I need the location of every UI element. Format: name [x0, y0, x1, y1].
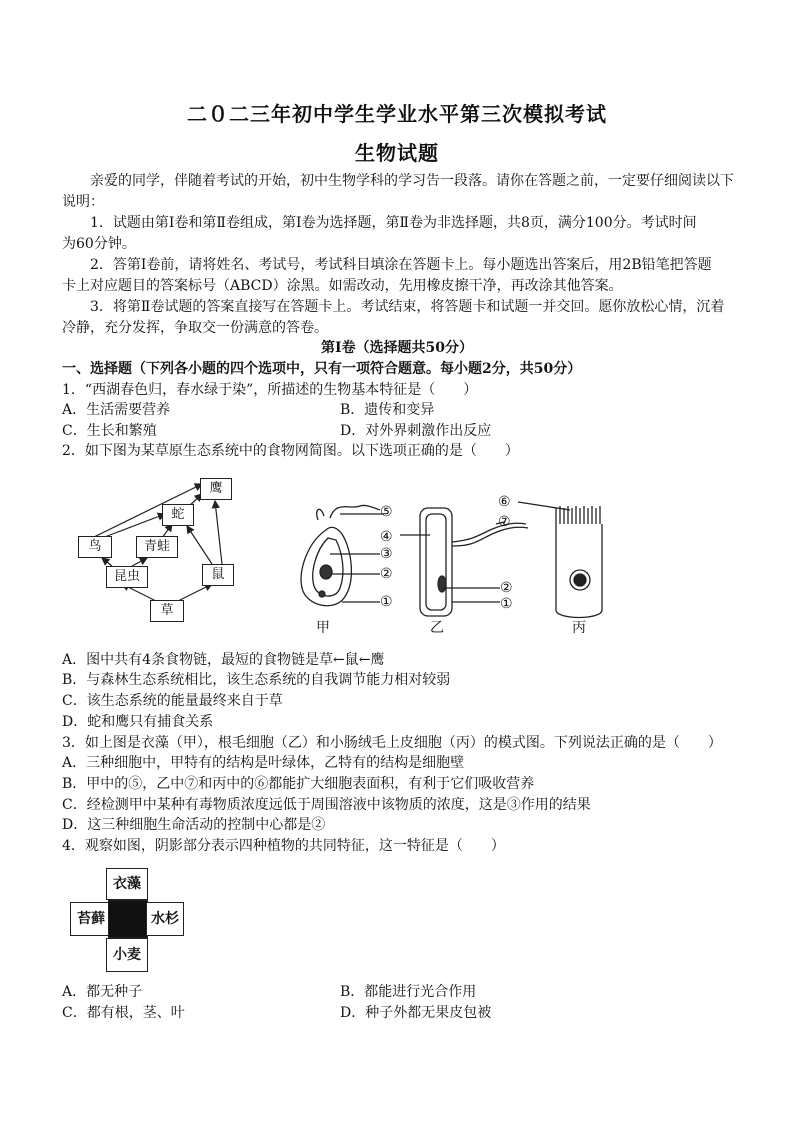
- instruction-1-cont: 为60分钟。: [62, 236, 136, 252]
- cell-label-5: ⑤: [380, 504, 393, 520]
- instruction-1: 1．试题由第Ⅰ卷和第Ⅱ卷组成，第Ⅰ卷为选择题，第Ⅱ卷为非选择题，共8页，满分100分。考试时间: [90, 215, 697, 231]
- question-3-option-c: C．经检测甲中某种有毒物质浓度远低于周围溶液中该物质的浓度，这是③作用的结果: [62, 797, 591, 813]
- food-web-frog: 青蛙: [136, 536, 178, 558]
- question-2-option-c: C．该生态系统的能量最终来自于草: [62, 693, 283, 709]
- cell-label-7: ⑦: [498, 514, 511, 530]
- cross-right-cell: 水杉: [146, 902, 184, 936]
- cell-label-4: ④: [380, 529, 393, 545]
- root-hair-cell-membrane: [426, 514, 446, 610]
- question-1-option-a: A．生活需要营养: [62, 402, 171, 418]
- villus-cell-body: [556, 524, 602, 618]
- instruction-3: 3．将第Ⅱ卷试题的答案直接写在答题卡上。考试结束，将答题卡和试题一并交回。愿你放松心情，沉着: [90, 299, 725, 315]
- villus-nucleus: [574, 574, 586, 586]
- cross-left-cell: 苔藓: [70, 902, 112, 936]
- flagellum-left: [317, 509, 324, 520]
- question-2-option-b: B．与森林生态系统相比，该生态系统的自我调节能力相对较弱: [62, 672, 451, 688]
- question-1-option-b: B．遗传和变异: [340, 402, 435, 418]
- cell-caption-bing: 丙: [572, 620, 586, 636]
- question-2-option-d: D．蛇和鹰只有捕食关系: [62, 714, 214, 730]
- food-web-insect: 昆虫: [106, 566, 148, 588]
- food-web-diagram: [62, 466, 290, 636]
- instruction-3-cont: 冷静，充分发挥，争取交一份满意的答卷。: [62, 320, 328, 336]
- question-3-option-a: A．三种细胞中，甲特有的结构是叶绿体，乙特有的结构是细胞壁: [62, 755, 465, 771]
- leader-6: [518, 502, 570, 510]
- exam-title: 二０二三年初中学生学业水平第三次模拟考试: [187, 102, 607, 126]
- question-4-option-d: D．种子外都无果皮包被: [340, 1005, 492, 1021]
- food-web-bird: 鸟: [78, 536, 112, 558]
- cell-label-3: ③: [380, 546, 393, 562]
- plant-cross-diagram: [66, 864, 182, 976]
- question-3-option-d: D．这三种细胞生命活动的控制中心都是②: [62, 817, 326, 833]
- flagellum-right: [330, 505, 380, 518]
- chlamydomonas-pyrenoid: [319, 591, 325, 597]
- question-2-option-a: A．图中共有4条食物链，最短的食物链是草←鼠←鹰: [62, 652, 385, 668]
- question-4-option-a: A．都无种子: [62, 984, 143, 1000]
- question-4-stem: 4．观察如图，阴影部分表示四种植物的共同特征，这一特征是（ ）: [62, 838, 505, 854]
- instruction-2-cont: 卡上对应题目的答案标号（ABCD）涂黑。如需改动，先用橡皮擦干净，再改涂其他答案。: [62, 278, 623, 294]
- intro-text: 亲爱的同学，伴随着考试的开始，初中生物学科的学习告一段落。请你在答题之前，一定要仔细阅读以下: [90, 173, 734, 189]
- cell-caption-yi: 乙: [430, 620, 444, 636]
- food-web-snake: 蛇: [162, 504, 194, 526]
- cell-caption-jia: 甲: [316, 620, 330, 636]
- cross-top-cell: 衣藻: [106, 868, 148, 900]
- arrow-insect-frog: [132, 558, 147, 566]
- cross-bottom-cell: 小麦: [106, 938, 148, 972]
- question-1-stem: 1．“西湖春色归，春水绿于染”，所描述的生物基本特征是（ ）: [62, 382, 478, 398]
- food-web-eagle: 鹰: [200, 478, 232, 500]
- arrow-mouse-snake: [187, 526, 212, 564]
- root-hair-cell-wall: [420, 508, 452, 616]
- cell-label-1: ①: [380, 594, 393, 610]
- exam-subject: 生物试题: [355, 141, 439, 165]
- chlamydomonas-nucleus: [320, 565, 332, 579]
- question-4-option-c: C．都有根，茎、叶: [62, 1005, 185, 1021]
- question-2-stem: 2．如下图为某草原生态系统中的食物网简图。以下选项正确的是（ ）: [62, 443, 519, 459]
- arrow-mouse-eagle: [215, 501, 222, 564]
- root-hair-nucleus: [438, 576, 446, 592]
- cross-shaded-center: [108, 900, 148, 938]
- question-4-option-b: B．都能进行光合作用: [340, 984, 477, 1000]
- question-1-option-c: C．生长和繁殖: [62, 423, 157, 439]
- cell-diagrams: [290, 490, 630, 640]
- cell-label-2-yi: ②: [500, 580, 513, 596]
- root-hair-extension: [452, 523, 526, 542]
- part-heading: 一、选择题（下列各小题的四个选项中，只有一项符合题意。每小题2分，共50分）: [62, 361, 582, 377]
- instruction-2: 2．答第Ⅰ卷前，请将姓名、考试号，考试科目填涂在答题卡上。每小题选出答案后，用2B铅笔把答题: [90, 257, 712, 273]
- section-heading: 第Ⅰ卷（选择题共50分）: [320, 340, 474, 356]
- intro-text: 说明：: [62, 194, 104, 210]
- cell-label-2: ②: [380, 566, 393, 582]
- question-3-option-b: B．甲中的⑤，乙中⑦和丙中的⑥都能扩大细胞表面积，有利于它们吸收营养: [62, 776, 535, 792]
- cell-label-1-yi: ①: [500, 596, 513, 612]
- cell-label-6: ⑥: [498, 494, 511, 510]
- arrow-insect-bird: [102, 558, 112, 566]
- question-3-stem: 3．如上图是衣藻（甲），根毛细胞（乙）和小肠绒毛上皮细胞（丙）的模式图。下列说法正确的是（ ）: [62, 735, 722, 751]
- question-1-option-d: D．对外界刺激作出反应: [340, 423, 492, 439]
- food-web-mouse: 鼠: [202, 564, 234, 586]
- food-web-grass: 草: [150, 600, 184, 622]
